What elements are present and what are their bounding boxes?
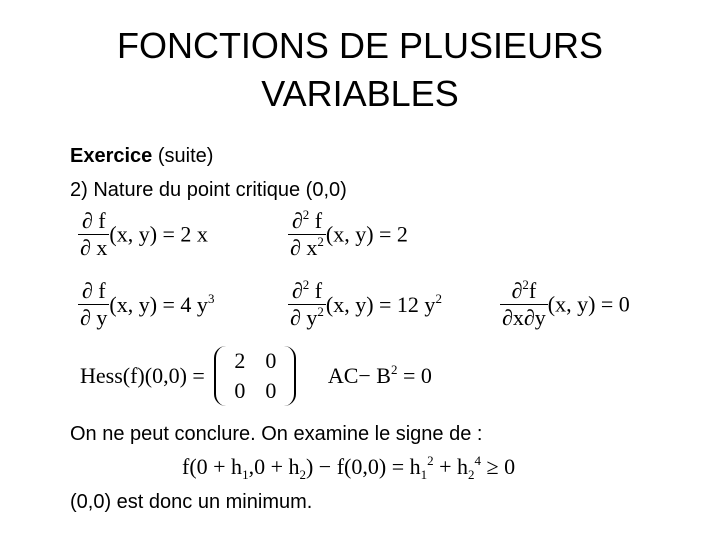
determinant-left: AC− B bbox=[327, 363, 391, 388]
fraction-denominator: ∂ y bbox=[80, 305, 108, 330]
slide-title bbox=[0, 22, 720, 118]
right-parenthesis bbox=[284, 346, 296, 406]
equation-rhs: (x, y) = 2 bbox=[325, 221, 408, 247]
eq-sub-3: 1 bbox=[420, 467, 428, 482]
numerator-exponent: 2 bbox=[302, 277, 310, 292]
exercise-suffix: (suite) bbox=[152, 145, 214, 167]
eq-sub-2: 2 bbox=[299, 467, 306, 482]
eq-part-5: ≥ 0 bbox=[481, 454, 516, 479]
equation-rhs: (x, y) = 12 y bbox=[325, 291, 436, 317]
fraction-numerator: ∂ bbox=[511, 278, 523, 303]
left-parenthesis bbox=[214, 346, 226, 406]
numerator-exponent: 2 bbox=[522, 277, 529, 292]
rhs-exponent: 2 bbox=[435, 290, 442, 306]
matrix-cell-12: 0 bbox=[265, 348, 277, 373]
question-text: 2) Nature du point critique (0,0) bbox=[70, 179, 347, 201]
eq-sub-4: 2 bbox=[468, 467, 475, 482]
hessian-label: Hess(f)(0,0) = bbox=[80, 363, 205, 388]
eq-part-2: ,0 + h bbox=[248, 454, 300, 479]
denominator-exponent: 2 bbox=[317, 234, 324, 249]
second-partial-xx bbox=[288, 208, 408, 261]
eq-part-4: + h bbox=[433, 454, 469, 479]
title-line-1: FONCTIONS DE PLUSIEURS bbox=[116, 25, 604, 66]
fraction-numerator: ∂ f bbox=[81, 278, 106, 303]
title-line-2: VARIABLES bbox=[261, 73, 459, 114]
eq-exp-4: 4 bbox=[474, 453, 482, 468]
fraction-denominator: ∂x∂y bbox=[502, 305, 546, 330]
eq-part-3: ) − f(0,0) = h bbox=[305, 454, 421, 479]
hessian-matrix bbox=[214, 346, 296, 406]
second-partial-xy bbox=[500, 278, 630, 331]
conclusion-text: On ne peut conclure. On examine le signe de : bbox=[70, 423, 483, 445]
fraction-denominator: ∂ y bbox=[290, 305, 318, 330]
denominator-exponent: 2 bbox=[317, 304, 324, 319]
determinant-right: = 0 bbox=[397, 363, 432, 388]
matrix-cell-22: 0 bbox=[265, 378, 277, 403]
numerator-exponent: 2 bbox=[302, 207, 310, 222]
equation-rhs: (x, y) = 0 bbox=[547, 291, 630, 317]
fraction-numerator: ∂ bbox=[291, 208, 303, 233]
eq-part-1: f(0 + h bbox=[182, 454, 243, 479]
exercise-label: Exercice bbox=[70, 145, 153, 167]
hessian-equation bbox=[80, 346, 432, 406]
first-partial-x bbox=[78, 208, 208, 261]
matrix-cell-21: 0 bbox=[234, 378, 246, 403]
exercise-heading bbox=[70, 144, 213, 168]
matrix-cell-11: 2 bbox=[234, 348, 246, 373]
second-partial-yy bbox=[288, 278, 442, 331]
equation-rhs: (x, y) = 4 y bbox=[109, 291, 208, 317]
result-text: (0,0) est donc un minimum. bbox=[70, 491, 313, 513]
determinant-expression bbox=[328, 363, 432, 388]
eq-sub-1: 1 bbox=[242, 467, 249, 482]
increment-inequality bbox=[182, 454, 515, 480]
numerator-variable: f bbox=[309, 278, 323, 303]
fraction-numerator: ∂ f bbox=[81, 208, 106, 233]
fraction-denominator: ∂ x bbox=[80, 235, 108, 260]
rhs-exponent: 3 bbox=[207, 290, 215, 306]
numerator-variable: f bbox=[309, 208, 323, 233]
fraction-denominator: ∂ x bbox=[290, 235, 318, 260]
determinant-exponent: 2 bbox=[390, 362, 398, 377]
first-partial-y bbox=[78, 278, 214, 331]
eq-exp-3: 2 bbox=[427, 453, 434, 468]
fraction-numerator: ∂ bbox=[291, 278, 303, 303]
equation-rhs: (x, y) = 2 x bbox=[109, 221, 208, 247]
numerator-variable: f bbox=[528, 278, 537, 303]
